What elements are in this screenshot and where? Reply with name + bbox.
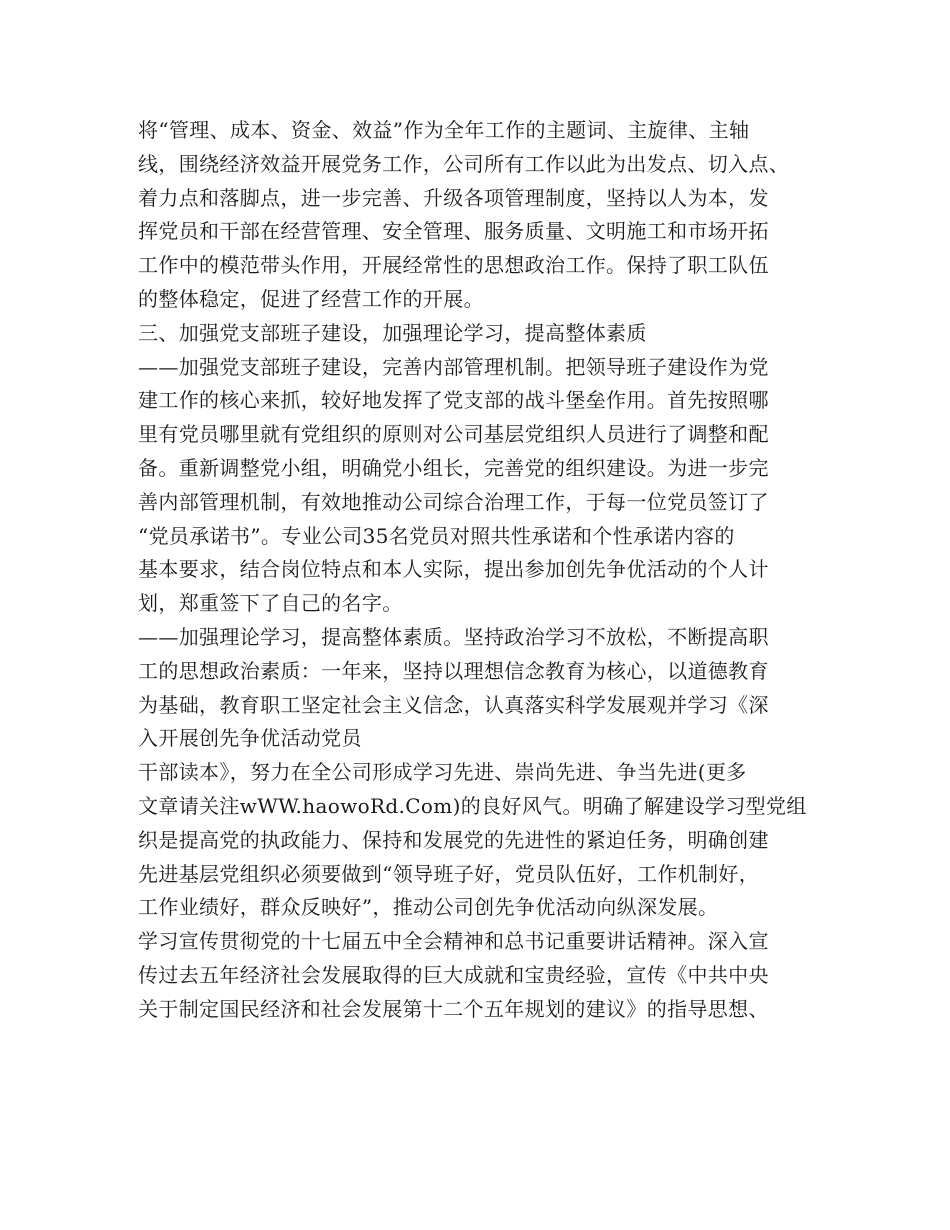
text-line: 干部读本》，努力在全公司形成学习先进、崇尚先进、争当先进(更多 <box>138 760 747 785</box>
text-line: 的整体稳定，促进了经营工作的开展。 <box>138 286 484 311</box>
text-line: 工作中的模范带头作用，开展经常性的思想政治工作。保持了职工队伍 <box>138 253 769 278</box>
text-line: 划，郑重签下了自己的名字。 <box>138 591 403 616</box>
text-line: 学习宣传贯彻党的十七届五中全会精神和总书记重要讲话精神。深入宣 <box>138 929 769 954</box>
text-line: 传过去五年经济社会发展取得的巨大成就和宝贵经验，宣传《中共中央 <box>138 962 769 987</box>
text-line: ——加强党支部班子建设，完善内部管理机制。把领导班子建设作为党 <box>138 354 769 379</box>
text-line: 线，围绕经济效益开展党务工作，公司所有工作以此为出发点、切入点、 <box>138 151 790 176</box>
text-line: 织是提高党的执政能力、保持和发展党的先进性的紧迫任务，明确创建 <box>138 827 769 852</box>
text-line: 为基础，教育职工坚定社会主义信念，认真落实科学发展观并学习《深 <box>138 692 769 717</box>
text-line: 里有党员哪里就有党组织的原则对公司基层党组织人员进行了调整和配 <box>138 422 769 447</box>
text-line: 先进基层党组织必须要做到“领导班子好，党员队伍好，工作机制好， <box>138 861 760 886</box>
text-line: 工的思想政治素质：一年来，坚持以理想信念教育为核心，以道德教育 <box>138 658 769 683</box>
text-line: 善内部管理机制，有效地推动公司综合治理工作，于每一位党员签订了 <box>138 489 769 514</box>
text-line: “党员承诺书”。专业公司35名党员对照共性承诺和个性承诺内容的 <box>138 523 735 548</box>
text-line: 着力点和落脚点，进一步完善、升级各项管理制度，坚持以人为本，发 <box>138 185 769 210</box>
text-line: 文章请关注wWW.haowoRd.Com)的良好风气。明确了解建设学习型党组 <box>138 793 807 818</box>
text-line: 入开展创先争优活动党员 <box>138 726 362 751</box>
text-line: 将“管理、成本、资金、效益”作为全年工作的主题词、主旋律、主轴 <box>138 118 750 142</box>
section-heading: 三、加强党支部班子建设，加强理论学习，提高整体素质 <box>138 320 647 345</box>
text-line: ——加强理论学习，提高整体素质。坚持政治学习不放松，不断提高职 <box>138 624 769 649</box>
text-line: 关于制定国民经济和社会发展第十二个五年规划的建议》的指导思想、 <box>138 996 769 1021</box>
text-line: 基本要求，结合岗位特点和本人实际，提出参加创先争优活动的个人计 <box>138 557 769 582</box>
text-line: 备。重新调整党小组，明确党小组长，完善党的组织建设。为进一步完 <box>138 455 769 480</box>
text-line: 建工作的核心来抓，较好地发挥了党支部的战斗堡垒作用。首先按照哪 <box>138 388 769 413</box>
text-line: 挥党员和干部在经营管理、安全管理、服务质量、文明施工和市场开拓 <box>138 219 769 244</box>
text-line: 工作业绩好，群众反映好”，推动公司创先争优活动向纵深发展。 <box>138 895 719 920</box>
document-body <box>138 114 818 1027</box>
